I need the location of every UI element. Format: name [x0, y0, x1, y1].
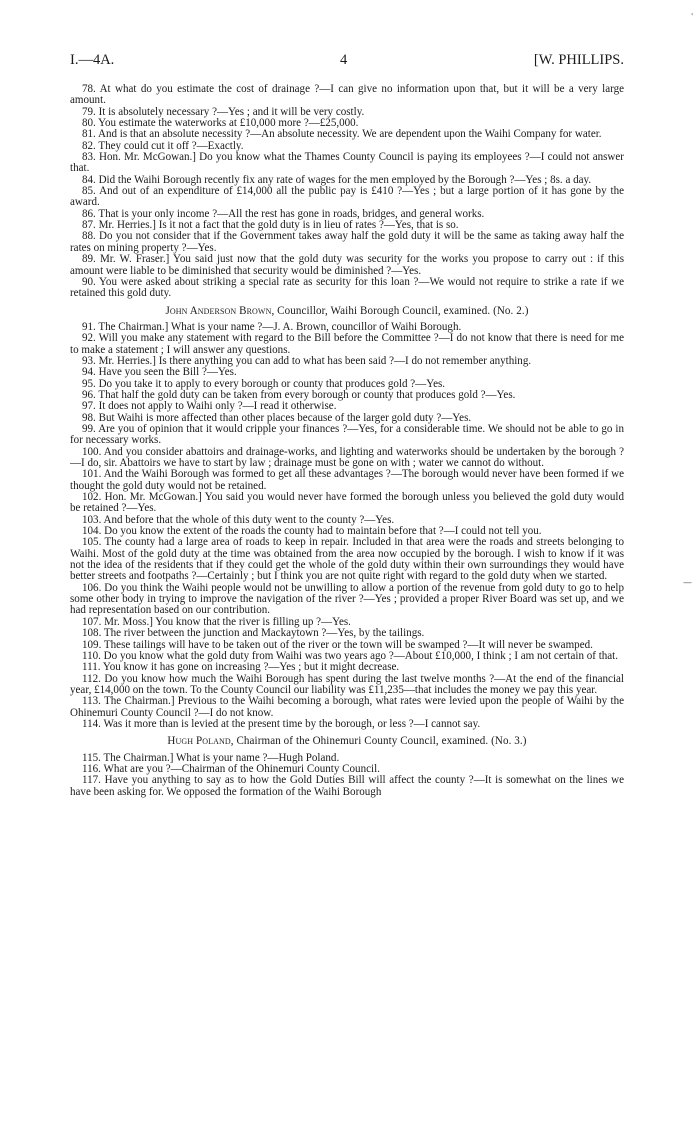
question-answer: 99. Are you of opinion that it would cripple your finances ?—Yes, for a considerable time. We should not be able to go in for necessary works.: [70, 422, 624, 447]
question-answer: 116. What are you ?—Chairman of the Ohinemuri County Council.: [82, 762, 380, 775]
question-answer: 103. And before that the whole of this duty went to the county ?—Yes.: [82, 513, 395, 526]
question-answer: 94. Have you seen the Bill ?—Yes.: [82, 366, 237, 379]
question-answer: 87. Mr. Herries.] Is it not a fact that the gold duty is in lieu of rates ?—Yes, that is so.: [82, 219, 459, 232]
question-answer: 114. Was it more than is levied at the present time by the borough, or less ?—I cannot say.: [82, 717, 481, 730]
question-answer: 84. Did the Waihi Borough recently fix any rate of wages for the men employed by the Borough ?—Yes ; 8s. a day.: [82, 173, 592, 186]
question-answer: 85. And out of an expenditure of £14,000 all the public pay is £410 ?—Yes ; but a large portion of it has gone by the award.: [70, 185, 624, 209]
question-answer: 88. Do you not consider that if the Government takes away half the gold duty it will be the same as taking away half the rates on mining property ?—Yes.: [70, 230, 624, 254]
question-answer: 89. Mr. W. Fraser.] You said just now that the gold duty was security for the works you propose to carry out : if this amount were liable to be diminished that security would be diminished ?—Yes.: [70, 253, 624, 277]
question-answer: 92. Will you make any statement with regard to the Bill before the Committee ?—I do not know that there is need for me to make a statement ; I will answer any questions.: [70, 332, 624, 356]
question-answer: 91. The Chairman.] What is your name ?—J. A. Brown, councillor of Waihi Borough.: [82, 320, 462, 333]
question-answer: 97. It does not apply to Waihi only ?—I read it otherwise.: [82, 400, 337, 413]
question-answer: 82. They could cut it off ?—Exactly.: [82, 139, 244, 152]
witness-heading: [70, 736, 624, 747]
question-answer: 98. But Waihi is more affected than other places because of the larger gold duty ?—Yes.: [82, 411, 472, 424]
page-header: [70, 52, 624, 70]
margin-mark: ': [691, 12, 694, 21]
question-answer: 107. Mr. Moss.] You know that the river is filling up ?—Yes.: [82, 615, 351, 628]
question-answer: 100. And you consider abattoirs and drainage-works, and lighting and waterworks should be undertaken by the borough ?—I do, sir. Abattoirs we have to start by law ; drainage must be gone on with ; water we cannot do without.: [70, 445, 624, 469]
question-answer: 104. Do you know the extent of the roads the county had to maintain before that ?—I could not tell you.: [82, 525, 542, 538]
question-answer: 83. Hon. Mr. McGowan.] Do you know what the Thames County Council is paying its employees ?—I could not answer that.: [70, 151, 624, 175]
witness-reference: [W. PHILLIPS.: [533, 52, 624, 68]
question-answer: 96. That half the gold duty can be taken from every borough or county that produces gold ?—Yes.: [82, 388, 516, 401]
question-answer: 112. Do you know how much the Waihi Borough has spent during the last twelve months ?—At the end of the financial year, £14,000 on the town. To the County Council our liability was £11,235—that includes the money we pay this year.: [70, 672, 624, 696]
witness-heading: [70, 306, 624, 317]
question-answer: 95. Do you take it to apply to every borough or county that produces gold ?—Yes.: [82, 377, 446, 390]
question-answer: 115. The Chairman.] What is your name ?—Hugh Poland.: [82, 751, 340, 764]
question-answer: 78. At what do you estimate the cost of drainage ?—I can give no information upon that, but it will be a very large amount.: [70, 83, 624, 107]
witness-name: Hugh Poland: [167, 735, 231, 748]
question-answer: 108. The river between the junction and Mackaytown ?—Yes, by the tailings.: [82, 627, 425, 640]
witness-description: , Councillor, Waihi Borough Council, examined. (No. 2.): [271, 304, 529, 317]
question-answer: 110. Do you know what the gold duty from Waihi was two years ago ?—About £10,000, I think ; I am not certain of that.: [82, 649, 619, 662]
question-answer: 93. Mr. Herries.] Is there anything you can add to what has been said ?—I do not remember anything.: [82, 354, 532, 367]
page-number: 4: [340, 52, 348, 68]
question-answer: 106. Do you think the Waihi people would not be unwilling to allow a portion of the revenue from gold duty to go to help some other body in trying to improve the navigation of the river ?—Yes ; provided a proper River Board was set up, and we had representation based on our contribution.: [70, 581, 624, 617]
question-answer: 111. You know it has gone on increasing ?—Yes ; but it might decrease.: [82, 661, 400, 674]
witness-description: , Chairman of the Ohinemuri County Council, examined. (No. 3.): [230, 735, 527, 748]
margin-mark: —: [683, 578, 692, 588]
witness-name: John Anderson Brown: [165, 304, 272, 317]
paper-reference: I.—4A.: [70, 52, 115, 68]
question-answer: 81. And is that an absolute necessity ?—An absolute necessity. We are dependent upon the Waihi Company for water.: [82, 128, 602, 141]
evidence-body: [70, 84, 624, 798]
document-page: [70, 52, 624, 798]
question-answer: 113. The Chairman.] Previous to the Waihi becoming a borough, what rates were levied upon the people of Waihi by the Ohinemuri County Council ?—I do not know.: [70, 695, 624, 719]
question-answer: 90. You were asked about striking a special rate as security for this loan ?—We would not require to strike a rate if we retained this gold duty.: [70, 275, 624, 300]
question-answer: 117. Have you anything to say as to how the Gold Duties Bill will affect the county ?—It is somewhat on the lines we have been asking for. We opposed the formation of the Waihi Borough: [70, 774, 624, 798]
question-answer: 79. It is absolutely necessary ?—Yes ; and it will be very costly.: [82, 105, 365, 118]
question-answer: 102. Hon. Mr. McGowan.] You said you would never have formed the borough unless you believed the gold duty would be retained ?—Yes.: [70, 491, 624, 515]
question-answer: 109. These tailings will have to be taken out of the river or the town will be swamped ?—It will never be swamped.: [82, 638, 593, 651]
question-answer: 101. And the Waihi Borough was formed to get all these advantages ?—The borough would never have been formed if we thought the gold duty would not be retained.: [70, 468, 624, 492]
question-answer: 86. That is your only income ?—All the rest has gone in roads, bridges, and general works.: [82, 207, 485, 220]
question-answer: 105. The county had a large area of roads to keep in repair. Included in that area were the roads and streets belonging to Waihi. Most of the gold duty at the time was obtained from the area now occupied by the borough. I wish to know if it was not the idea of the residents that if they could get the whole of the gold duty within their own surroundings they would have better streets and footpaths ?—Certainly ; but I think you are not quite right with regard to the gold duty when we started.: [70, 536, 624, 583]
question-answer: 80. You estimate the waterworks at £10,000 more ?—£25,000.: [82, 117, 359, 130]
